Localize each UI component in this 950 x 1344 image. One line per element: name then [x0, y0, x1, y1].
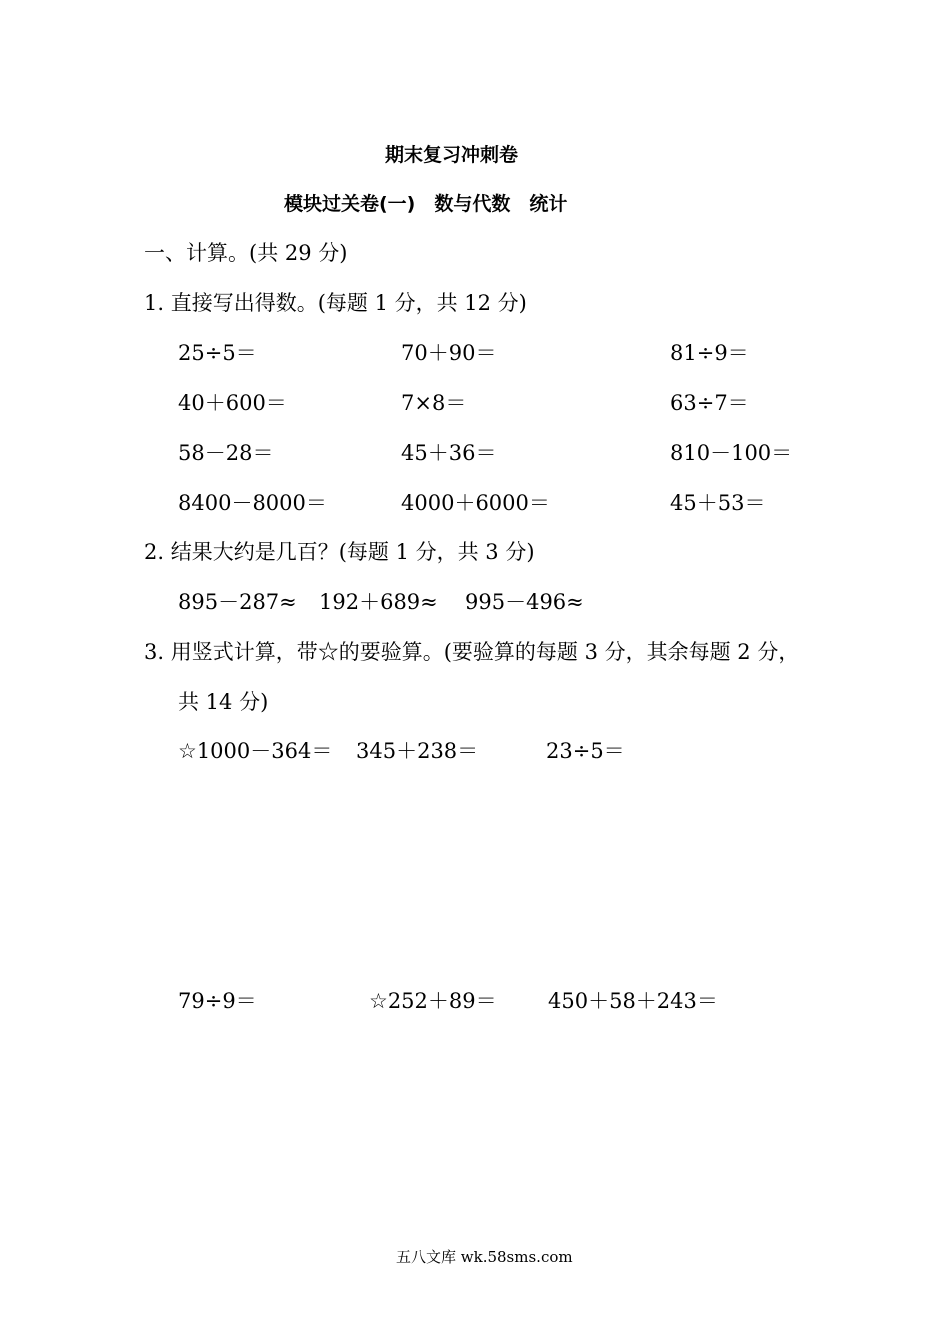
- question-1-heading: 1. 直接写出得数。(每题 1 分，共 12 分): [144, 291, 527, 315]
- q3-item: 23÷5＝: [546, 739, 625, 763]
- q1-item: 25÷5＝: [178, 341, 257, 365]
- q1-item: 45＋53＝: [670, 491, 766, 515]
- q1-item: 810－100＝: [670, 441, 793, 465]
- question-3-heading-continued: 共 14 分): [178, 690, 269, 714]
- q3-item: 450＋58＋243＝: [548, 989, 718, 1013]
- q2-item: 895－287≈: [178, 590, 297, 614]
- question-2-heading: 2. 结果大约是几百？(每题 1 分，共 3 分): [144, 540, 535, 564]
- q1-item: 40＋600＝: [178, 391, 287, 415]
- q3-item: ☆252＋89＝: [369, 989, 497, 1013]
- q2-item: 995－496≈: [465, 590, 584, 614]
- q1-item: 8400－8000＝: [178, 491, 327, 515]
- q1-item: 81÷9＝: [670, 341, 749, 365]
- q1-item: 4000＋6000＝: [401, 491, 550, 515]
- q1-item: 7×8＝: [401, 391, 467, 415]
- q1-item: 58－28＝: [178, 441, 274, 465]
- q1-item: 70＋90＝: [401, 341, 497, 365]
- page-title: 期末复习冲刺卷: [385, 144, 519, 166]
- section-heading-calculation: 一、计算。(共 29 分): [144, 241, 348, 265]
- q1-item: 45＋36＝: [401, 441, 497, 465]
- q1-item: 63÷7＝: [670, 391, 749, 415]
- q3-item: 345＋238＝: [356, 739, 479, 763]
- question-3-heading: 3. 用竖式计算，带☆的要验算。(要验算的每题 3 分，其余每题 2 分，: [144, 640, 800, 664]
- q3-item: 79÷9＝: [178, 989, 257, 1013]
- q2-item: 192＋689≈: [319, 590, 438, 614]
- footer-watermark: 五八文库 wk.58sms.com: [396, 1248, 573, 1266]
- q3-item: ☆1000－364＝: [178, 739, 333, 763]
- page-subtitle: 模块过关卷(一) 数与代数 统计: [284, 193, 568, 215]
